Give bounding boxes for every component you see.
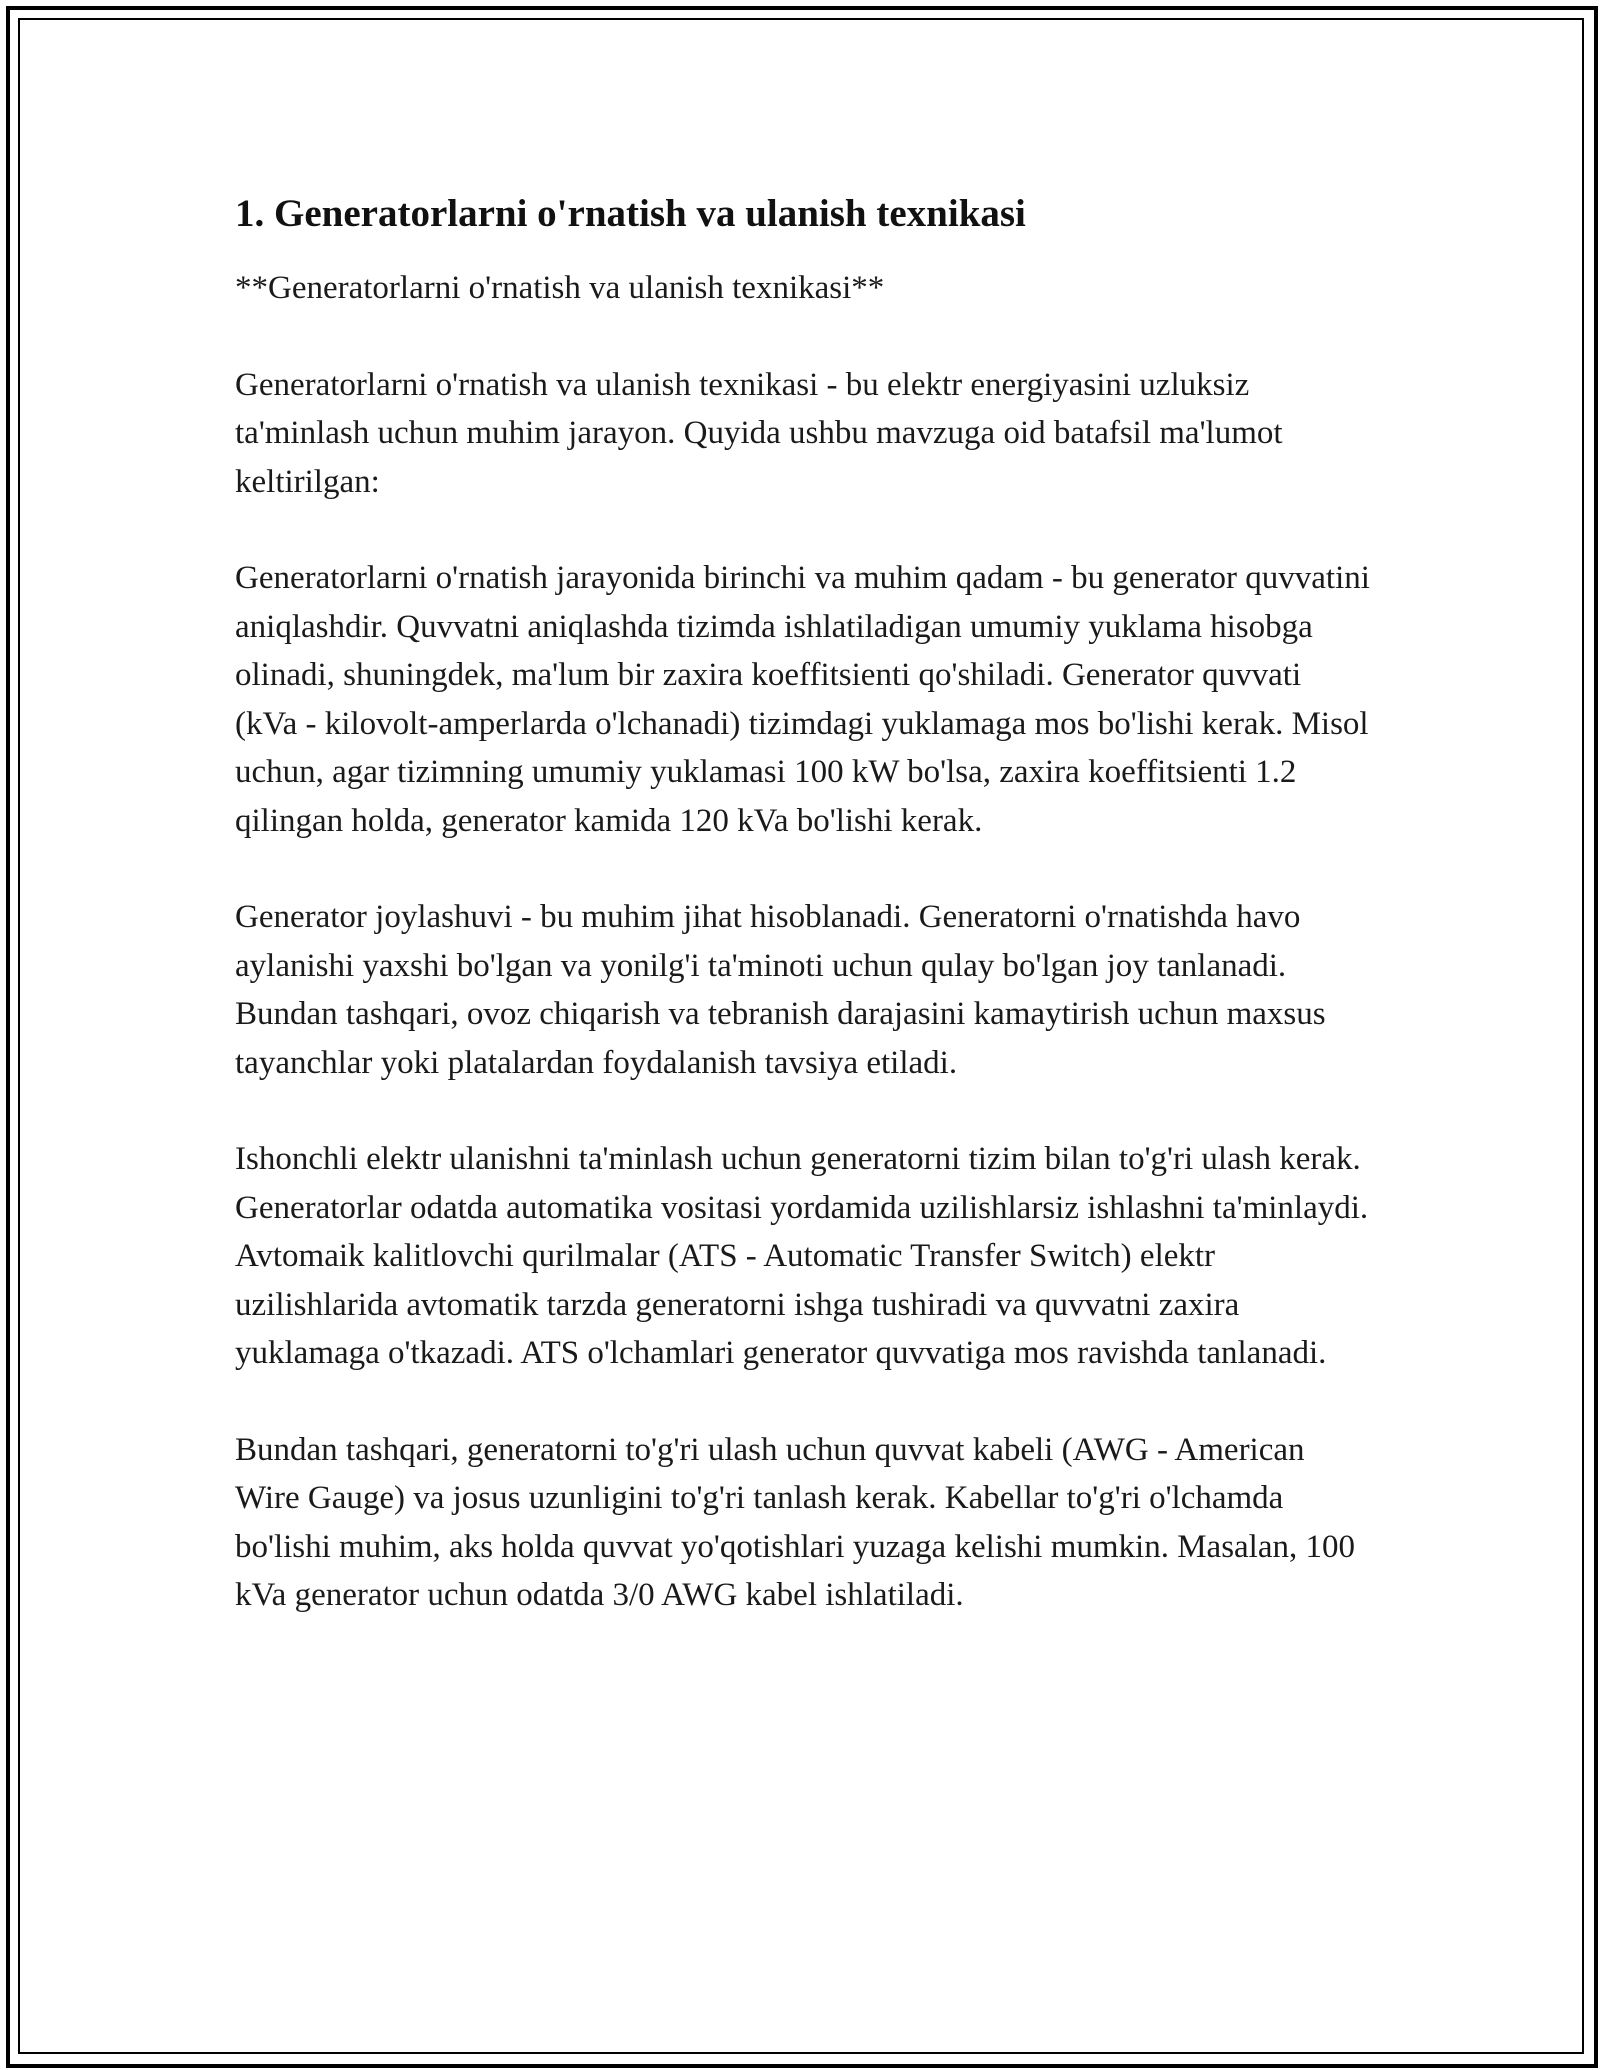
document-body (235, 188, 1370, 1668)
paragraph-cable: Bundan tashqari, generatorni to'g'ri ulash uchun quvvat kabeli (AWG - American Wire Gauge) va josus uzunligini to'g'ri tanlash kerak. Kabellar to'g'ri o'lchamda bo'lishi muhim, aks holda quvvat yo'qotishlari yuzaga kelishi mumkin. Masalan, 100 kVa generator uchun odatda 3/0 AWG kabel ishlatiladi. (235, 1431, 1356, 1613)
paragraph-connection: Ishonchli elektr ulanishni ta'minlash uchun generatorni tizim bilan to'g'ri ulash kerak. Generatorlar odatda automatika vositasi yordamida uzilishlarsiz ishlashni ta'minlaydi. Avtomaik kalitlovchi qurilmalar (ATS - Automatic Transfer Switch) elektr uzilishlarida avtomatik tarzda generatorni ishga tushiradi va quvvatni zaxira yuklamaga o'tkazadi. ATS o'lchamlari generator quvvatiga mos ravishda tanlanadi. (235, 1141, 1369, 1371)
document-title: 1. Generatorlarni o'rnatish va ulanish texnikasi (235, 192, 1026, 235)
paragraph-power: Generatorlarni o'rnatish jarayonida birinchi va muhim qadam - bu generator quvvatini aniqlashdir. Quvvatni aniqlashda tizimda ishlatiladigan umumiy yuklama hisobga olinadi, shuningdek, ma'lum bir zaxira koeffitsienti qo'shiladi. Generator quvvati (kVa - kilovolt-amperlarda o'lchanadi) tizimdagi yuklamaga mos bo'lishi kerak. Misol uchun, agar tizimning umumiy yuklamasi 100 kW bo'lsa, zaxira koeffitsienti 1.2 qilingan holda, generator kamida 120 kVa bo'lishi kerak. (235, 560, 1370, 839)
document-subtitle: **Generatorlarni o'rnatish va ulanish texnikasi** (235, 270, 885, 306)
paragraph-location: Generator joylashuvi - bu muhim jihat hisoblanadi. Generatorni o'rnatishda havo aylanishi yaxshi bo'lgan va yonilg'i ta'minoti uchun qulay bo'lgan joy tanlanadi. Bundan tashqari, ovoz chiqarish va tebranish darajasini kamaytirish uchun maxsus tayanchlar yoki platalardan foydalanish tavsiya etiladi. (235, 899, 1326, 1081)
paragraph-intro: Generatorlarni o'rnatish va ulanish texnikasi - bu elektr energiyasini uzluksiz ta'minlash uchun muhim jarayon. Quyida ushbu mavzuga oid batafsil ma'lumot keltirilgan: (235, 366, 1283, 500)
